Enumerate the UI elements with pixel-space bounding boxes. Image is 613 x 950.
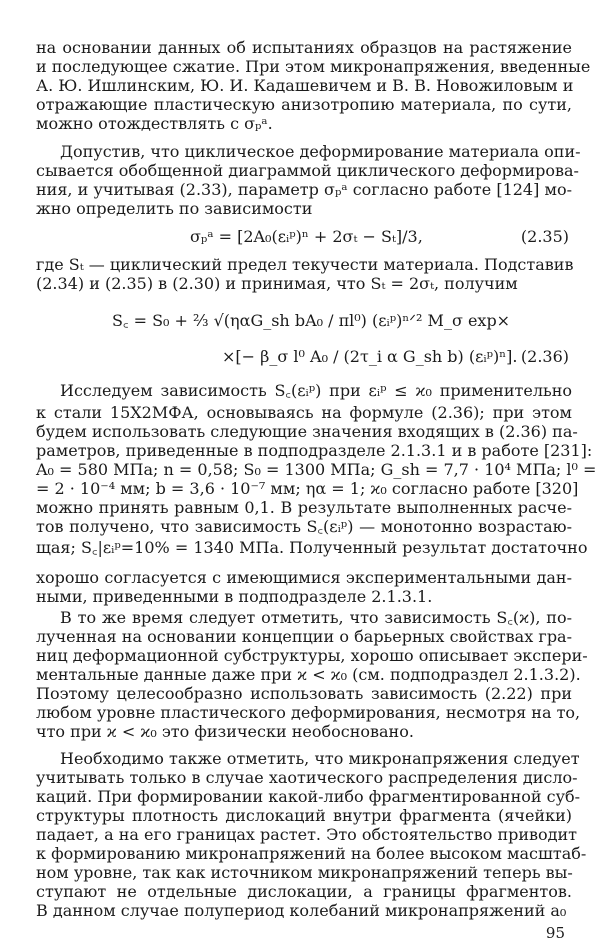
text-line: где Sₜ — циклический предел текучести материала. Подставив bbox=[36, 255, 574, 274]
text-line: жно определить по зависимости bbox=[36, 199, 313, 218]
text-line: A₀ = 580 МПа; n = 0,58; S₀ = 1300 МПа; G_sh = 7,7 · 10⁴ МПа; l⁰ = bbox=[36, 460, 597, 479]
page-number: 95 bbox=[545, 924, 565, 942]
text-line: хорошо согласуется с имеющимися экспериментальными дан- bbox=[36, 568, 572, 587]
text-line: ментальные данные даже при ϰ < ϰ₀ (см. подподраздел 2.1.3.2). bbox=[36, 665, 581, 684]
text-line: сывается обобщенной диаграммой циклического деформирова- bbox=[36, 161, 579, 180]
text-line: ниц деформационной субструктуры, хорошо описывает экспери- bbox=[36, 646, 588, 665]
equation-2-35: σₚᵃ = [2A₀(εᵢᵖ)ⁿ + 2σₜ − Sₜ]/3, bbox=[190, 227, 423, 246]
text-line: отражающие пластическую анизотропию материала, по сути, bbox=[36, 95, 572, 114]
text-line: каций. При формировании какой-либо фрагментированной суб- bbox=[36, 787, 581, 806]
text-line: Допустив, что циклическое деформирование материала опи- bbox=[60, 142, 581, 161]
text-line: лученная на основании концепции о барьерных свойствах гра- bbox=[36, 627, 572, 646]
text-line: тов получено, что зависимость S꜀(εᵢᵖ) — монотонно возрастаю- bbox=[36, 517, 572, 536]
text-line: раметров, приведенные в подподразделе 2.1.3.1 и в работе [231]: bbox=[36, 441, 593, 460]
text-line: любом уровне пластического деформирования, несмотря на то, bbox=[36, 703, 581, 722]
text-line: А. Ю. Ишлинским, Ю. И. Кадашевичем и В. В. Новожиловым и bbox=[36, 76, 574, 95]
equation-2-36-line-2: ×[− β_σ l⁰ A₀ / (2τ_i α G_sh b) (εᵢᵖ)ⁿ]. bbox=[222, 347, 518, 366]
text-line: = 2 · 10⁻⁴ мм; b = 3,6 · 10⁻⁷ мм; ηα = 1; ϰ₀ согласно работе [320] bbox=[36, 479, 579, 498]
equation-number: (2.36) bbox=[520, 347, 569, 366]
text-line: Необходимо также отметить, что микронапряжения следует bbox=[60, 749, 580, 768]
equation-2-36-line-1: S꜀ = S₀ + ²⁄₃ √(ηαG_sh bA₀ / πl⁰) (εᵢᵖ)ⁿᐟ² M_σ exp× bbox=[112, 311, 511, 330]
text-line: В то же время следует отметить, что зависимость S꜀(ϰ), по- bbox=[60, 608, 572, 627]
text-line: (2.34) и (2.35) в (2.30) и принимая, что Sₜ = 2σₜ, получим bbox=[36, 274, 518, 293]
text-line: ном уровне, так как источником микронапряжений теперь вы- bbox=[36, 863, 573, 882]
text-line: ступают не отдельные дислокации, а границы фрагментов. bbox=[36, 882, 572, 901]
text-line: на основании данных об испытаниях образцов на растяжение bbox=[36, 38, 572, 57]
text-line: что при ϰ < ϰ₀ это физически необосновано. bbox=[36, 722, 414, 741]
text-line: структуры плотность дислокаций внутри фрагмента (ячейки) bbox=[36, 806, 572, 825]
text-line: ния, и учитывая (2.33), параметр σₚᵃ согласно работе [124] мо- bbox=[36, 180, 572, 199]
text-line: и последующее сжатие. При этом микронапряжения, введенные bbox=[36, 57, 591, 76]
text-line: Поэтому целесообразно использовать зависимость (2.22) при bbox=[36, 684, 572, 703]
equation-number: (2.35) bbox=[520, 227, 569, 246]
text-line: ными, приведенными в подподразделе 2.1.3.1. bbox=[36, 587, 433, 606]
text-line: падает, а на его границах растет. Это обстоятельство приводит bbox=[36, 825, 578, 844]
text-line: учитывать только в случае хаотического распределения дисло- bbox=[36, 768, 578, 787]
text-line: к формированию микронапряжений на более высоком масштаб- bbox=[36, 844, 587, 863]
text-line: можно принять равным 0,1. В результате выполненных расче- bbox=[36, 498, 572, 517]
text-line: можно отождествлять с σₚᵃ. bbox=[36, 114, 273, 133]
text-line: к стали 15Х2МФА, основываясь на формуле (2.36); при этом bbox=[36, 403, 572, 422]
text-line: В данном случае полупериод колебаний микронапряжений a₀ bbox=[36, 901, 567, 920]
text-line: щая; S꜀|εᵢᵖ=10% = 1340 МПа. Полученный результат достаточно bbox=[36, 538, 588, 557]
text-line: Исследуем зависимость S꜀(εᵢᵖ) при εᵢᵖ ≤ ϰ₀ применительно bbox=[60, 381, 572, 400]
text-line: будем использовать следующие значения входящих в (2.36) па- bbox=[36, 422, 578, 441]
